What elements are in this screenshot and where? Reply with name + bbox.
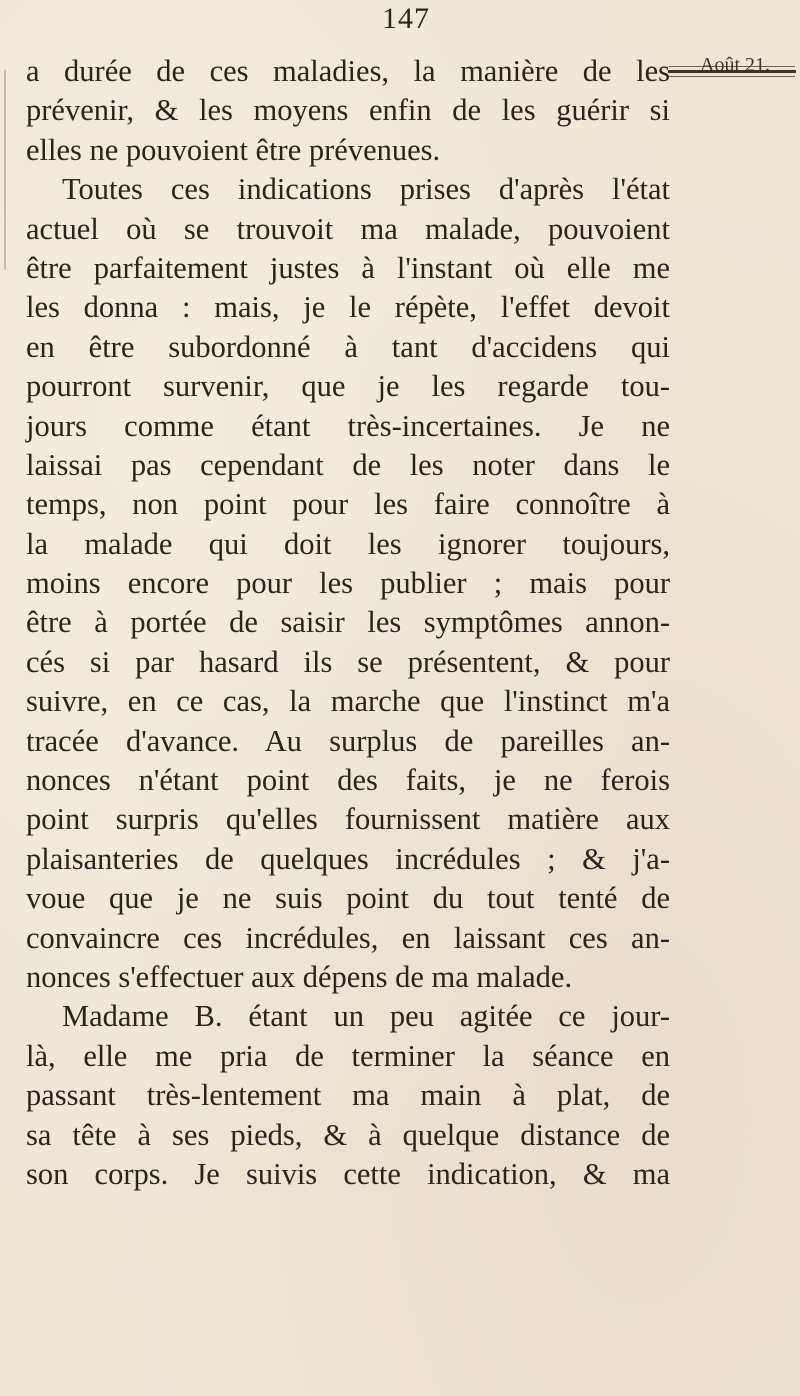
text-line: en être subordonné à tant d'accidens qui <box>26 329 670 364</box>
text-line: là, elle me pria de terminer la séance en <box>26 1038 670 1073</box>
text-line: jours comme étant très-incertaines. Je ne <box>26 408 670 443</box>
margin-note: Août 21. <box>700 54 770 76</box>
text-line: pourront survenir, que je les regarde tou- <box>26 369 670 404</box>
text-line: Toutes ces indications prises d'après l'état <box>62 172 670 207</box>
text-line: les donna : mais, je le répète, l'effet devoit <box>26 290 670 325</box>
text-line: sa tête à ses pieds, & à quelque distance de <box>26 1117 670 1152</box>
text-line: être parfaitement justes à l'instant où elle me <box>26 250 670 285</box>
page-number: 147 <box>382 2 430 35</box>
text-line: elles ne pouvoient être prévenues. <box>26 132 441 167</box>
text-line: être à portée de saisir les symptômes annon- <box>26 605 670 640</box>
body-text <box>26 52 670 1194</box>
text-line: point surpris qu'elles fournissent matière aux <box>26 802 670 837</box>
text-line: moins encore pour les publier ; mais pour <box>26 566 670 601</box>
text-line: temps, non point pour les faire connoître à <box>26 487 670 522</box>
text-line: suivre, en ce cas, la marche que l'instinct m'a <box>26 684 670 719</box>
text-line: convaincre ces incrédules, en laissant ces an- <box>26 920 670 955</box>
text-line: passant très-lentement ma main à plat, de <box>26 1078 670 1113</box>
text-line: laissai pas cependant de les noter dans le <box>26 447 670 482</box>
text-line: nonces n'étant point des faits, je ne ferois <box>26 763 670 798</box>
text-line: plaisanteries de quelques incrédules ; & j'a- <box>26 841 670 876</box>
text-line: prévenir, & les moyens enfin de les guérir si <box>26 93 670 128</box>
text-line: a durée de ces maladies, la manière de les <box>26 54 670 88</box>
text-line: nonces s'effectuer aux dépens de ma malade. <box>26 959 573 994</box>
page-edge-shadow <box>4 70 6 270</box>
text-line: actuel où se trouvoit ma malade, pouvoient <box>26 211 670 246</box>
text-line: son corps. Je suivis cette indication, & ma <box>26 1156 670 1191</box>
text-line: cés si par hasard ils se présentent, & pour <box>26 644 670 679</box>
text-line: tracée d'avance. Au surplus de pareilles an- <box>26 723 670 758</box>
text-line: la malade qui doit les ignorer toujours, <box>26 526 670 561</box>
text-line: Madame B. étant un peu agitée ce jour- <box>62 999 670 1034</box>
text-line: voue que je ne suis point du tout tenté de <box>26 881 670 916</box>
